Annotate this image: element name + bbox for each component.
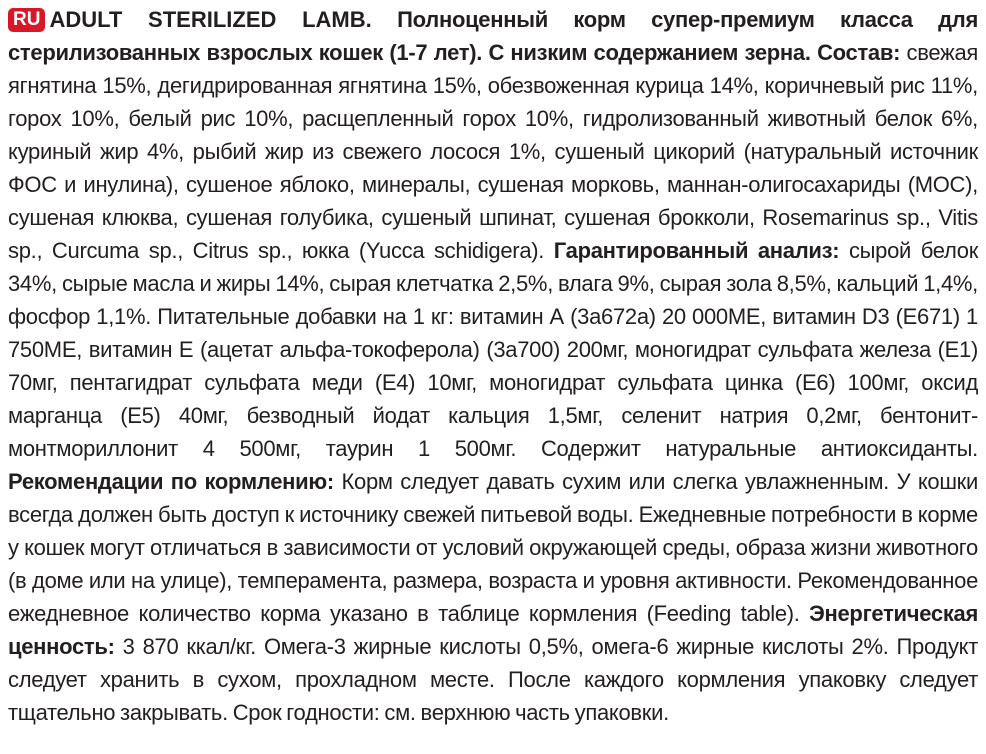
feeding-heading: Рекомендации по кормлению: xyxy=(8,469,334,494)
energy-text: 3 870 ккал/кг. Омега-3 жирные кислоты 0,5%, омега-6 жирные кислоты 2%. Продукт следует хранить в сухом, прохладном месте. После каждого кормления упаковку следует тщательно закрывать. Срок годности: см. верхнюю часть упаковки. xyxy=(8,634,979,725)
analysis-text: сырой белок 34%, сырые масла и жиры 14%, сырая клетчатка 2,5%, влага 9%, сырая зола 8,5%, кальций 1,4%, фосфор 1,1%. Питательные добавки на 1 кг: витамин А (3а672а) 20 000МЕ, витамин D3 (Е671) 1 750МЕ, витамин Е (ацетат альфа-токоферола) (3а700) 200мг, моногидрат сульфата железа (E1) 70мг, пентагидрат сульфата меди (E4) 10мг, моногидрат сульфата цинка (E6) 100мг, оксид марганца (E5) 40мг, безводный йодат кальция 1,5мг, селенит натрия 0,2мг, бентонит-монтмориллонит 4 500мг, таурин 1 500мг. Содержит натуральные антиоксиданты. xyxy=(8,238,979,461)
feeding-text: Корм следует давать сухим или слегка увлажненным. У кошки всегда должен быть доступ к источнику свежей питьевой воды. Ежедневные потребности в корме у кошек могут отличаться в зависимости от условий окружающей среды, образа жизни животного (в доме или на улице), темперамента, размера, возраста и уровня активности. Рекомендованное ежедневное количество корма указано в таблице кормления (Feeding table). xyxy=(8,469,978,626)
energy-heading: Энергетическая ценность: xyxy=(8,601,979,659)
analysis-heading: Гарантированный анализ: xyxy=(553,238,840,263)
product-name: ADULT STERILIZED LAMB. xyxy=(49,7,372,32)
composition-heading: Состав: xyxy=(817,40,901,65)
product-description: Полноценный корм супер-премиум класса для стерилизованных взрослых кошек (1-7 лет). С низким содержанием зерна. xyxy=(8,7,979,65)
language-badge: RU xyxy=(8,8,45,32)
composition-text: свежая ягнятина 15%, дегидрированная ягнятина 15%, обезвоженная курица 14%, коричневый рис 11%, горох 10%, белый рис 10%, расщепленный горох 10%, гидролизованный животный белок 6%, куриный жир 4%, рыбий жир из свежего лосося 1%, сушеный цикорий (натуральный источник ФОС и инулина), сушеное яблоко, минералы, сушеная морковь, маннан-олигосахариды (МОС), сушеная клюква, сушеная голубика, сушеный шпинат, сушеная брокколи, Rosemarinus sp., Vitis sp., Curcuma sp., Citrus sp., юкка (Yucca schidigera). xyxy=(8,40,979,263)
